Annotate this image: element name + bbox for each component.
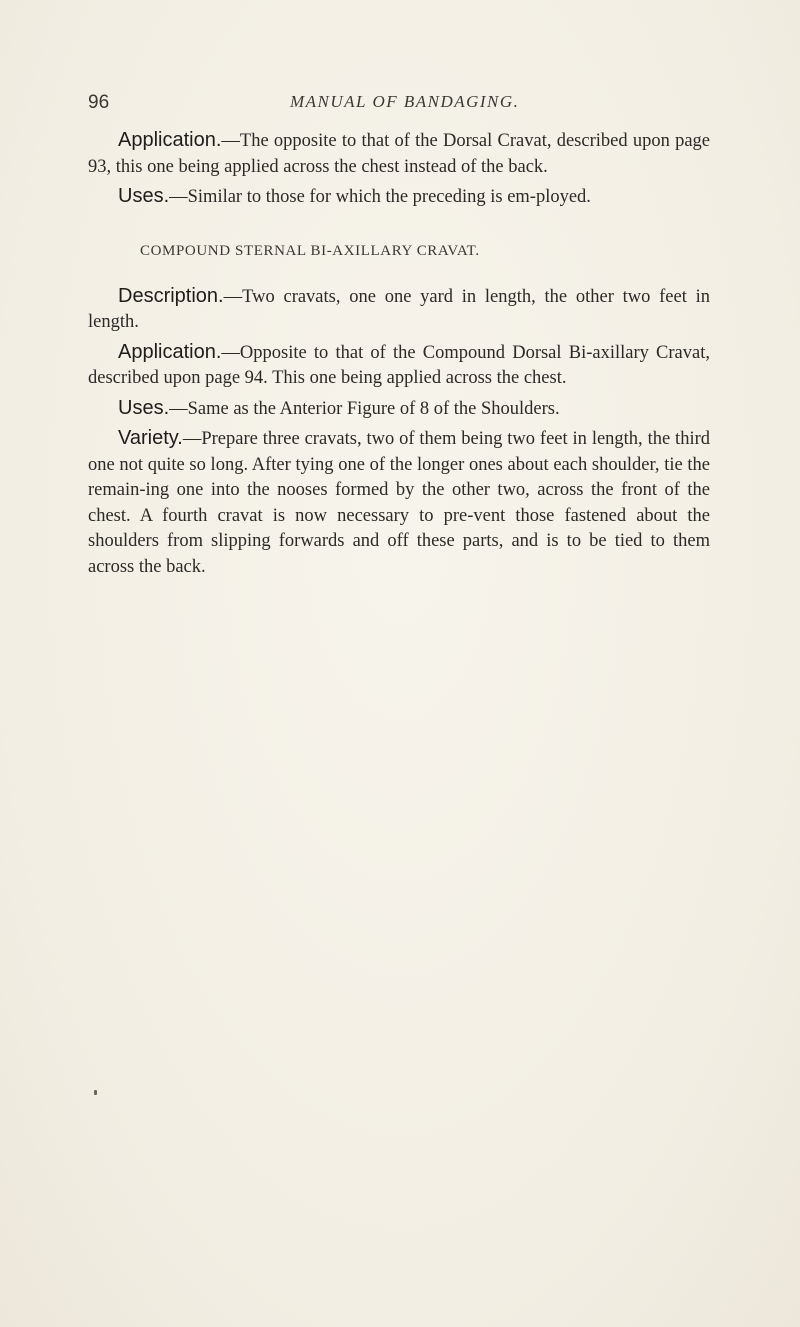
paragraph-text: —Two cravats, one one yard in length, the other two feet in length. [88,286,710,332]
paragraph-heading: Application. [118,340,222,363]
paragraph-text: —Prepare three cravats, two of them being two feet in length, the third one not quite so long. After tying one of the longer ones about each shoulder, tie the remain-ing one into the nooses formed by the other two, across the front of the chest. A fourth cravat is now necessary to pre-vent those fastened about the shoulders from slipping forwards and off these parts, and is to be tied to them across the back. [88,429,710,577]
application-paragraph [88,128,710,180]
section-title: COMPOUND STERNAL BI-AXILLARY CRAVAT. [140,242,480,259]
description-paragraph [88,284,710,336]
uses-paragraph [88,184,710,211]
paragraph-heading: Uses. [118,396,170,419]
variety-paragraph [88,426,710,580]
paragraph-heading: Uses. [118,185,170,207]
paragraph-heading: Variety. [118,427,183,449]
page-header [88,92,708,116]
paragraph-text: —Similar to those for which the preceding is em-ployed. [169,187,591,207]
paragraph-text: —Opposite to that of the Compound Dorsal Bi-axillary Cravat, described upon page 94. This one being applied across the chest. [88,342,710,388]
page-number: 96 [88,92,110,113]
paragraph-text: —Same as the Anterior Figure of 8 of the Shoulders. [169,398,560,419]
uses-paragraph [88,396,710,423]
running-head: MANUAL OF BANDAGING. [290,92,520,111]
paragraph-heading: Application. [118,129,222,151]
application-paragraph [88,340,710,392]
paragraph-heading: Description. [118,284,224,307]
paragraph-text: —The opposite to that of the Dorsal Cravat, described upon page 93, this one being applied across the chest instead of the back. [88,131,710,177]
ink-speck [94,1090,97,1095]
page-body [88,128,710,584]
